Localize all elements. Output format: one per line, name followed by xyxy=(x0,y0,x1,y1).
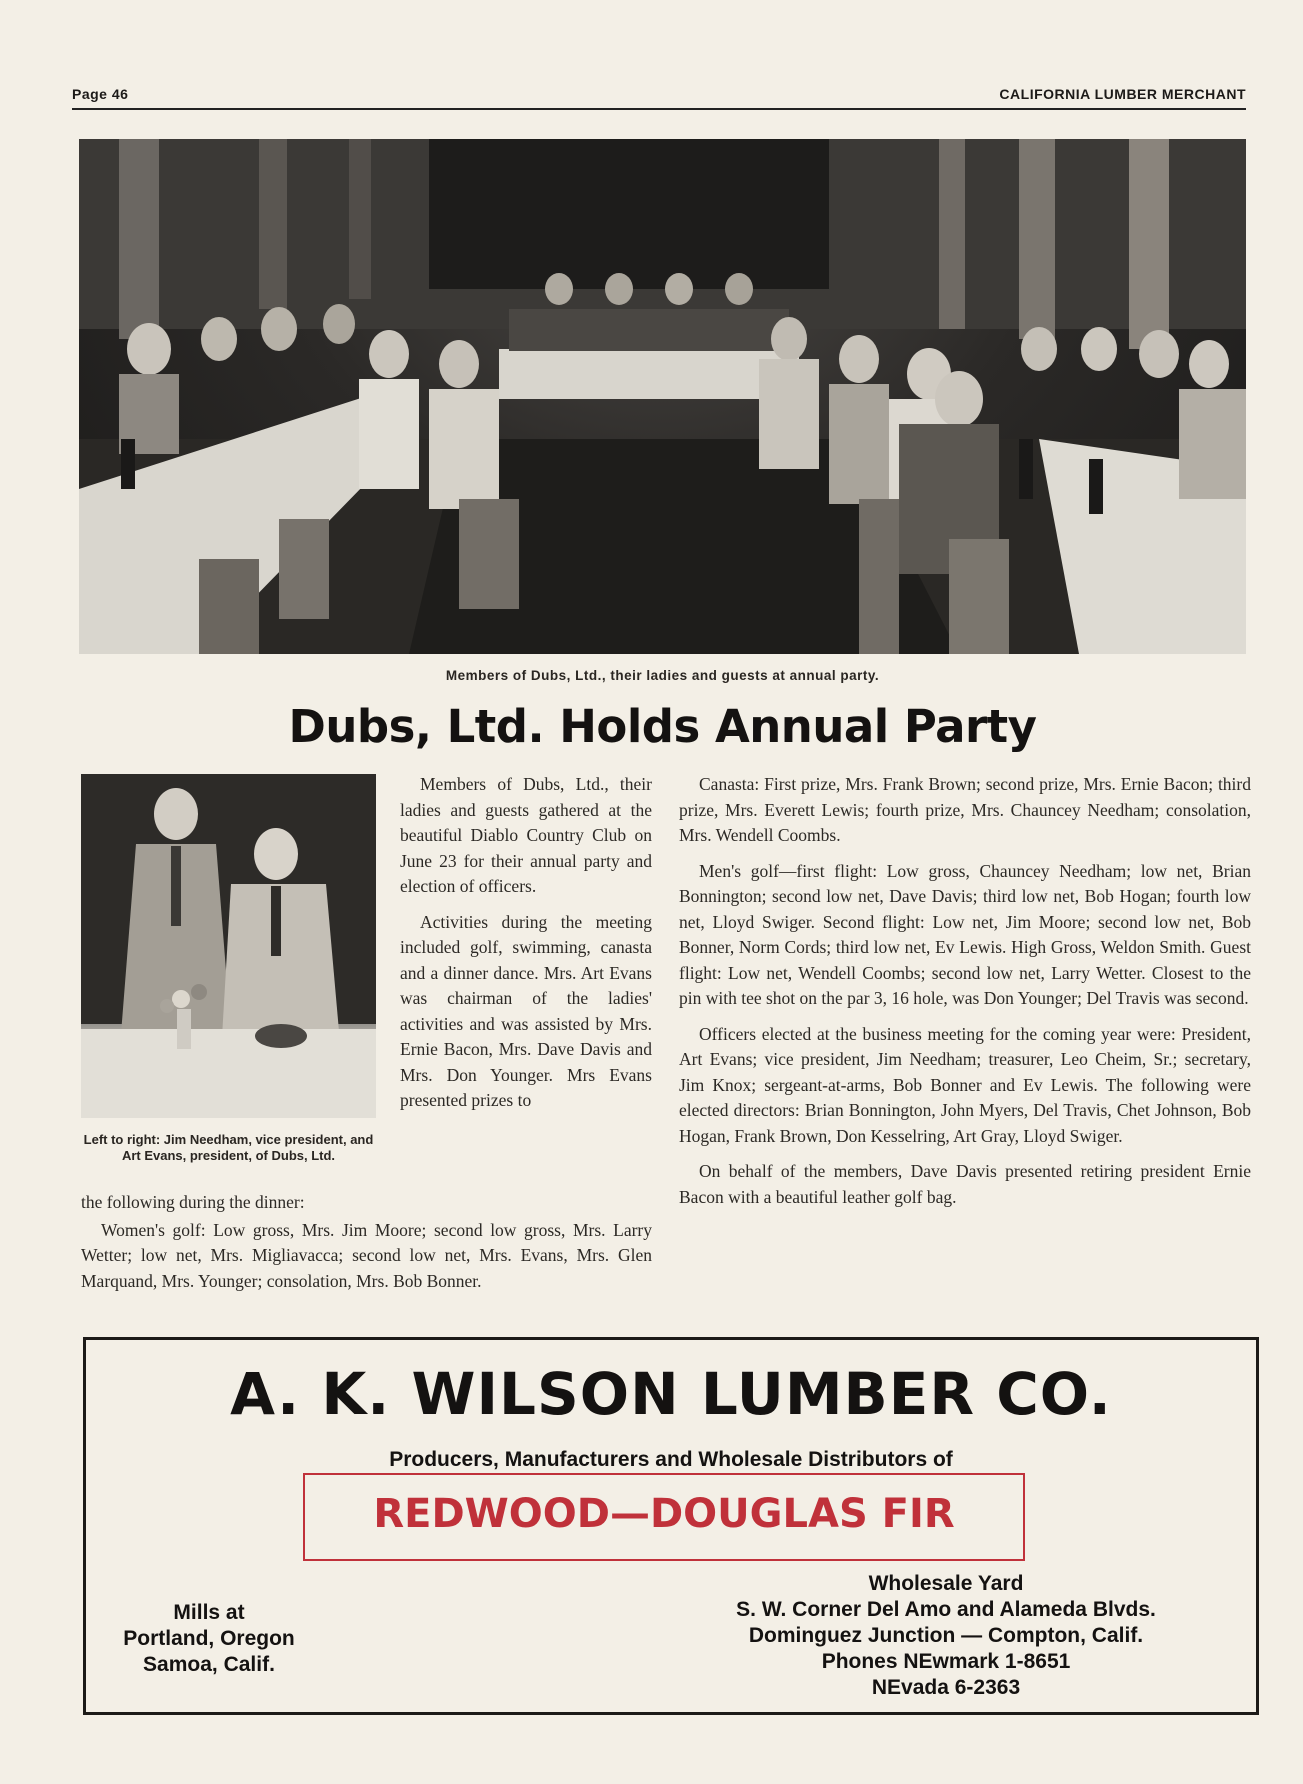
article-paragraph: Members of Dubs, Ltd., their ladies and guests gathered at the beautiful Diablo Country Club on June 23 for their annual party and election of officers. xyxy=(400,774,652,896)
banquet-photo xyxy=(79,139,1246,654)
article-paragraph: Officers elected at the business meeting for the coming year were: President, Art Evans; vice president, Jim Needham; treasurer, Leo Cheim, Sr.; secretary, Jim Knox; sergeant-at-arms, Bob Bonner and Ev Lewis. The following were elected directors: Brian Bonnington, John Myers, Del Travis, Chet Johnson, Bob Hogan, Frank Brown, Don Kesselring, Art Gray, Lloyd Swiger. xyxy=(679,1023,1251,1146)
publication-title: CALIFORNIA LUMBER MERCHANT xyxy=(999,86,1246,102)
ad-company-name: A. K. WILSON LUMBER CO. xyxy=(230,1360,1112,1428)
ad-product: REDWOOD—DOUGLAS FIR xyxy=(373,1491,955,1537)
article-paragraph: Women's golf: Low gross, Mrs. Jim Moore; second low gross, Mrs. Larry Wetter; low net, Mrs. Migliavacca; second low net, Mrs. Evans, Mrs. Glen Marquand, Mrs. Younger; consolation, Mrs. Bob Bonner. xyxy=(81,1219,652,1291)
article-paragraph: On behalf of the members, Dave Davis presented retiring president Ernie Bacon with a beautiful leather golf bag. xyxy=(679,1161,1251,1207)
header-rule xyxy=(72,108,1246,110)
article-paragraph: Canasta: First prize, Mrs. Frank Brown; second prize, Mrs. Ernie Bacon; third prize, Mrs. Everett Lewis; fourth prize, Mrs. Chauncey Needham; consolation, Mrs. Wendell Coombs. xyxy=(679,774,1251,845)
article-paragraph: Activities during the meeting included golf, swimming, canasta and a dinner dance. Mrs. Art Evans was chairman of the ladies' activities and was assisted by Mrs. Ernie Bacon, Mrs. Dave Davis and Mrs. Don Younger. Mrs Evans presented prizes to xyxy=(400,911,652,1110)
ad-yard-line: S. W. Corner Del Amo and Alameda Blvds. xyxy=(736,1598,1156,1621)
ad-mills-line: Samoa, Calif. xyxy=(143,1653,275,1676)
officers-photo xyxy=(81,774,376,1118)
ad-mills-line: Mills at xyxy=(173,1601,245,1624)
photo-caption: Members of Dubs, Ltd., their ladies and guests at annual party. xyxy=(445,668,880,683)
ad-mills xyxy=(104,1600,314,1678)
article-column-left xyxy=(400,772,652,1124)
article-column-right xyxy=(679,772,1251,1220)
ad-mills-line: Portland, Oregon xyxy=(123,1627,295,1650)
ad-wholesale-yard xyxy=(686,1571,1206,1701)
article-paragraph: the following during the dinner: xyxy=(81,1192,305,1212)
page-number: Page 46 xyxy=(72,86,129,102)
article-column-left-lower xyxy=(81,1190,652,1304)
officers-photo-caption: Left to right: Jim Needham, vice president, and Art Evans, president, of Dubs, Ltd. xyxy=(83,1132,374,1163)
article-headline: Dubs, Ltd. Holds Annual Party xyxy=(288,700,1037,753)
ad-product-box xyxy=(303,1473,1025,1561)
ad-yard-line: NEvada 6-2363 xyxy=(871,1676,1021,1699)
article-paragraph: Men's golf—first flight: Low gross, Chauncey Needham; low net, Brian Bonnington; second low net, Dave Davis; third low net, Bob Hogan; fourth low net, Lloyd Swiger. Second flight: Low net, Jim Moore; second low net, Bob Bonner, Norm Cords; third low net, Ev Lewis. High Gross, Weldon Smith. Guest flight: Low net, Wendell Coombs; second low net, Larry Wetter. Closest to the pin with tee shot on the par 3, 16 hole, was Don Younger; Del Travis was second. xyxy=(679,860,1251,1008)
ad-yard-line: Wholesale Yard xyxy=(868,1572,1024,1595)
advertisement xyxy=(83,1337,1259,1715)
ad-yard-line: Phones NEwmark 1-8651 xyxy=(821,1650,1071,1673)
ad-tagline: Producers, Manufacturers and Wholesale Distributors of xyxy=(389,1448,953,1471)
ad-yard-line: Dominguez Junction — Compton, Calif. xyxy=(748,1624,1144,1647)
